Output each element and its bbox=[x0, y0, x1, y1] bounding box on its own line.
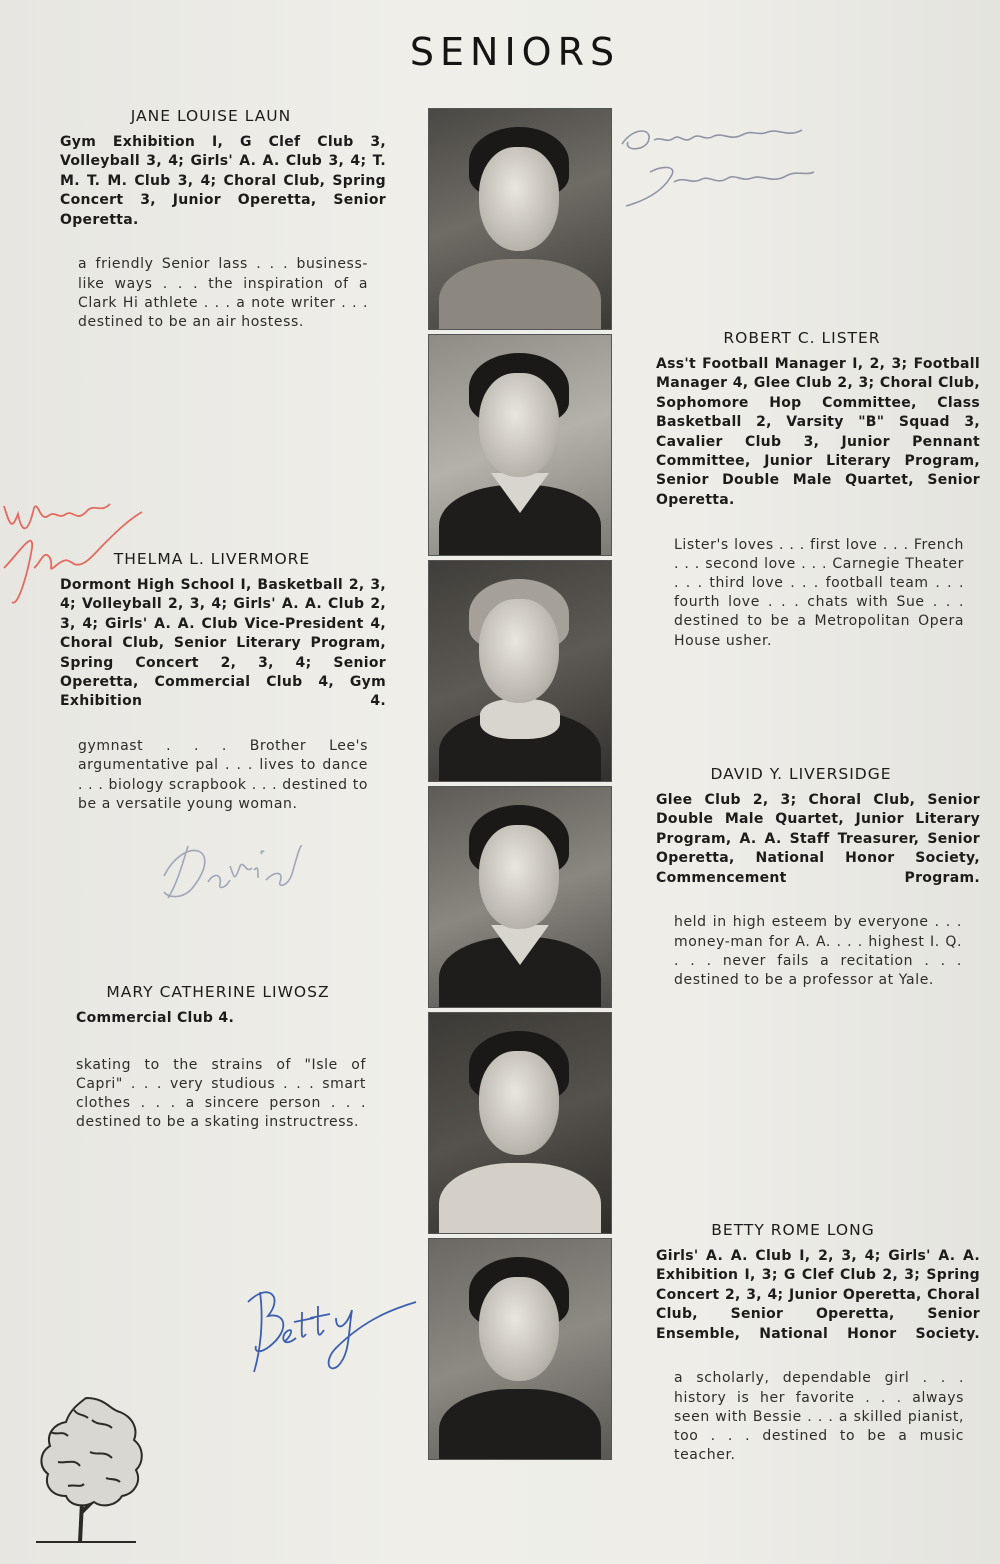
student-name: DAVID Y. LIVERSIDGE bbox=[710, 765, 892, 783]
student-activities: Gym Exhibition I, G Clef Club 3, Volleyball 3, 4; Girls' A. A. Club 3, 4; T. M. T. M. Club 3, 4; Choral Club, Spring Concert 3, Junior Operetta, Senior Operetta. bbox=[60, 134, 386, 228]
student-name: MARY CATHERINE LIWOSZ bbox=[106, 983, 330, 1001]
student-activities: Glee Club 2, 3; Choral Club, Senior Double Male Quartet, Junior Literary Program, A. A. Staff Treasurer, Senior Operetta, National Honor Society, Commencement Program. bbox=[656, 792, 980, 886]
signature-jane-icon bbox=[614, 112, 854, 212]
portrait-photo-livermore bbox=[428, 560, 612, 782]
signature-david-icon bbox=[158, 836, 318, 906]
student-activities: Commercial Club 4. bbox=[76, 1010, 235, 1026]
student-name: THELMA L. LIVERMORE bbox=[113, 550, 311, 568]
student-activities: Dormont High School I, Basketball 2, 3, 4; Volleyball 2, 3, 4; Girls' A. A. Club 2, 3, 4; Girls' A. A. Club Vice-President 4, Choral Club, Senior Literary Program, Spring Concert 2, 3, 4; Senior Operetta, Commercial Club 4, Gym Exhibition 4. bbox=[60, 577, 386, 710]
student-description: Lister's loves . . . first love . . . French . . . second love . . . Carnegie Theater . . . third love . . . football team . . . fourth love . . . chats with Sue . . . destined to be a Metropolitan Opera House usher. bbox=[674, 536, 964, 649]
portrait-photo-long bbox=[428, 1238, 612, 1460]
signature-jane bbox=[614, 112, 854, 212]
student-name: JANE LOUISE LAUN bbox=[130, 107, 292, 125]
student-entry-liversidge bbox=[656, 765, 980, 990]
signature-thelma bbox=[0, 468, 150, 648]
signature-thelma-icon bbox=[0, 468, 150, 648]
tree-emblem-icon bbox=[28, 1392, 144, 1546]
student-name: ROBERT C. LISTER bbox=[723, 329, 881, 347]
signature-betty bbox=[240, 1252, 430, 1382]
portrait-photo-laun bbox=[428, 108, 612, 330]
portrait-photo-liversidge bbox=[428, 786, 612, 1008]
student-description: held in high esteem by everyone . . . money-man for A. A. . . . highest I. Q. . . . never fails a recitation . . . destined to be a professor at Yale. bbox=[674, 914, 962, 989]
student-description: a scholarly, dependable girl . . . history is her favorite . . . always seen with Bessie . . . a skilled pianist, too . . . destined to be a music teacher. bbox=[674, 1370, 964, 1464]
signature-betty-icon bbox=[240, 1252, 430, 1382]
student-activities: Ass't Football Manager I, 2, 3; Football Manager 4, Glee Club 2, 3; Choral Club, Sophomore Hop Committee, Class Basketball 2, Varsity "B" Squad 3, Cavalier Club 3, Junior Pennant Committee, Junior Literary Program, Senior Double Male Quartet, Senior Operetta. bbox=[656, 356, 980, 508]
student-description: gymnast . . . Brother Lee's argumentative pal . . . lives to dance . . . biology scrapbook . . . destined to be a versatile young woman. bbox=[78, 738, 368, 812]
page-title: SENIORS bbox=[409, 30, 621, 74]
portrait-photo-lister bbox=[428, 334, 612, 556]
student-activities: Girls' A. A. Club I, 2, 3, 4; Girls' A. A. Exhibition I, 3; G Clef Club 2, 3; Spring Concert 2, 3, 4; Junior Operetta, Choral Club, Senior Operetta, Senior Ensemble, National Honor Society. bbox=[656, 1248, 980, 1342]
portrait-photo-liwosz bbox=[428, 1012, 612, 1234]
student-entry-laun bbox=[60, 107, 386, 332]
portrait-column bbox=[428, 108, 614, 1464]
student-entry-lister bbox=[656, 329, 980, 651]
student-description: skating to the strains of "Isle of Capri" . . . very studious . . . smart clothes . . . a sincere person . . . destined to be a skating instructress. bbox=[76, 1056, 366, 1131]
student-name: BETTY ROME LONG bbox=[711, 1221, 875, 1239]
signature-david bbox=[158, 836, 318, 906]
student-entry-long bbox=[656, 1221, 980, 1465]
student-entry-liwosz bbox=[76, 983, 366, 1133]
student-description: a friendly Senior lass . . . business-like ways . . . the inspiration of a Clark Hi athlete . . . a note writer . . . destined to be an air hostess. bbox=[78, 256, 368, 331]
